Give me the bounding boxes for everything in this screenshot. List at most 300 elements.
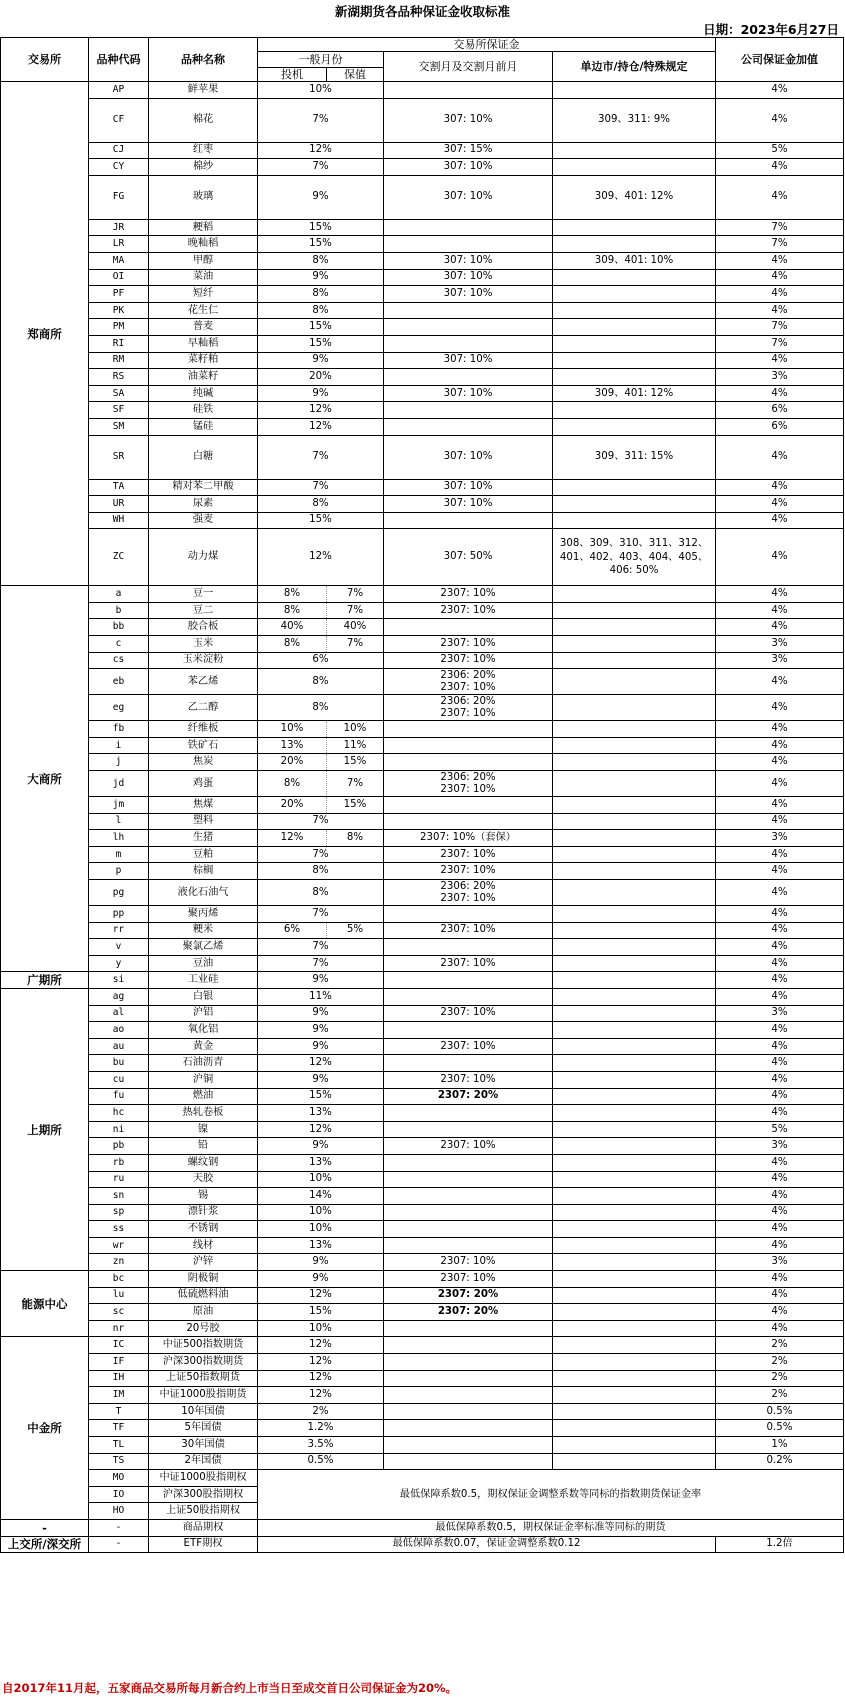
special-rule-cell	[553, 1005, 716, 1022]
table-row	[1, 1320, 844, 1337]
table-row	[1, 1337, 844, 1354]
special-rule-cell	[553, 479, 716, 496]
company-add-cell: 7%	[716, 319, 844, 336]
general-month-cell: 7%	[258, 906, 384, 923]
name-cell: 沪深300指数期货	[149, 1354, 258, 1371]
company-add-cell: 4%	[716, 496, 844, 513]
company-add-cell: 4%	[716, 669, 844, 695]
delivery-month-cell	[384, 754, 553, 771]
code-cell: AP	[89, 82, 149, 99]
special-rule-cell	[553, 219, 716, 236]
code-cell: TL	[89, 1437, 149, 1454]
delivery-month-cell	[384, 669, 553, 695]
special-rule-cell	[553, 496, 716, 513]
speculation-cell: 20%	[258, 797, 327, 814]
special-rule-cell	[553, 1038, 716, 1055]
name-cell: 2年国债	[149, 1453, 258, 1470]
code-cell: LR	[89, 236, 149, 253]
exchange-cell: 广期所	[1, 972, 89, 989]
table-row	[1, 302, 844, 319]
delivery-month-cell: 307: 10%	[384, 496, 553, 513]
special-rule-cell	[553, 402, 716, 419]
special-rule-cell	[553, 335, 716, 352]
exchange-cell: 上交所/深交所	[1, 1536, 89, 1553]
code-cell: RS	[89, 369, 149, 386]
company-add-cell: 4%	[716, 1304, 844, 1321]
code-cell: ni	[89, 1121, 149, 1138]
name-cell: 上证50指数期货	[149, 1370, 258, 1387]
table-row	[1, 939, 844, 956]
special-rule-cell	[553, 1287, 716, 1304]
name-cell: 10年国债	[149, 1403, 258, 1420]
name-cell: 棕榈	[149, 863, 258, 880]
special-rule-cell	[553, 302, 716, 319]
company-add-cell: 4%	[716, 1171, 844, 1188]
delivery-month-cell	[384, 512, 553, 529]
table-body	[1, 82, 844, 1553]
name-cell: 菜籽粕	[149, 352, 258, 369]
header-general-month: 一般月份	[258, 52, 384, 68]
table-row	[1, 1022, 844, 1039]
special-rule-cell	[553, 880, 716, 906]
company-add-cell: 7%	[716, 219, 844, 236]
delivery-month-cell: 2307: 10%	[384, 636, 553, 653]
code-cell: lh	[89, 830, 149, 847]
general-month-cell: 12%	[258, 1055, 384, 1072]
delivery-month-cell	[384, 721, 553, 738]
company-add-cell: 4%	[716, 479, 844, 496]
code-cell: jd	[89, 771, 149, 797]
delivery-month-cell	[384, 1105, 553, 1122]
code-cell: wr	[89, 1237, 149, 1254]
special-rule-cell	[553, 142, 716, 159]
general-month-cell: 12%	[258, 402, 384, 419]
table-row	[1, 652, 844, 669]
company-add-cell: 7%	[716, 236, 844, 253]
special-rule-cell	[553, 1304, 716, 1321]
general-month-cell: 8%	[258, 252, 384, 269]
delivery-month-cell: 2307: 10%	[384, 1138, 553, 1155]
code-cell: j	[89, 754, 149, 771]
table-row	[1, 418, 844, 435]
code-cell: T	[89, 1403, 149, 1420]
company-add-cell: 4%	[716, 955, 844, 972]
special-rule-cell	[553, 286, 716, 303]
table-row	[1, 1105, 844, 1122]
code-cell: al	[89, 1005, 149, 1022]
company-add-cell: 4%	[716, 1071, 844, 1088]
delivery-month-cell	[384, 1370, 553, 1387]
company-add-cell: 1%	[716, 1437, 844, 1454]
general-month-cell: 20%	[258, 369, 384, 386]
code-cell: zn	[89, 1254, 149, 1271]
company-add-cell: 4%	[716, 435, 844, 479]
company-add-cell: 4%	[716, 754, 844, 771]
company-add-cell: 5%	[716, 1121, 844, 1138]
code-cell: cs	[89, 652, 149, 669]
company-add-cell: 2%	[716, 1354, 844, 1371]
name-cell: 天胶	[149, 1171, 258, 1188]
table-row	[1, 529, 844, 586]
delivery-month-cell: 2307: 10%	[384, 1005, 553, 1022]
delivery-month-cell	[384, 369, 553, 386]
name-cell: 精对苯二甲酸	[149, 479, 258, 496]
general-month-cell: 13%	[258, 1105, 384, 1122]
special-rule-cell	[553, 369, 716, 386]
company-add-cell: 4%	[716, 1154, 844, 1171]
name-cell: 油菜籽	[149, 369, 258, 386]
company-add-cell: 4%	[716, 82, 844, 99]
name-cell: 锡	[149, 1188, 258, 1205]
table-row	[1, 922, 844, 939]
delivery-month-cell	[384, 1204, 553, 1221]
delivery-month-cell	[384, 988, 553, 1005]
delivery-month-cell	[384, 1387, 553, 1404]
company-add-cell: 4%	[716, 352, 844, 369]
delivery-month-cell	[384, 619, 553, 636]
name-cell: 菜油	[149, 269, 258, 286]
company-add-cell: 4%	[716, 385, 844, 402]
delivery-month-cell	[384, 1022, 553, 1039]
name-cell: 强麦	[149, 512, 258, 529]
name-cell: 5年国债	[149, 1420, 258, 1437]
table-row	[1, 219, 844, 236]
code-cell: sn	[89, 1188, 149, 1205]
table-row	[1, 1354, 844, 1371]
name-cell: 豆一	[149, 586, 258, 603]
delivery-month-cell: 2307: 10%	[384, 602, 553, 619]
note-cell: 最低保障系数0.07，保证金调整系数0.12	[258, 1536, 716, 1553]
company-add-cell: 4%	[716, 737, 844, 754]
company-add-cell: 4%	[716, 880, 844, 906]
special-rule-cell	[553, 737, 716, 754]
table-row	[1, 1519, 844, 1536]
code-cell: jm	[89, 797, 149, 814]
special-rule-cell	[553, 813, 716, 830]
delivery-month-cell	[384, 1420, 553, 1437]
name-cell: 不锈钢	[149, 1221, 258, 1238]
general-month-cell: 12%	[258, 529, 384, 586]
code-cell: JR	[89, 219, 149, 236]
special-rule-cell	[553, 721, 716, 738]
special-rule-cell: 309、401: 10%	[553, 252, 716, 269]
name-cell: 沪铝	[149, 1005, 258, 1022]
special-rule-cell	[553, 1088, 716, 1105]
table-row	[1, 479, 844, 496]
name-cell: 铅	[149, 1138, 258, 1155]
code-cell: ZC	[89, 529, 149, 586]
company-add-cell: 4%	[716, 286, 844, 303]
name-cell: 动力煤	[149, 529, 258, 586]
general-month-cell: 9%	[258, 1005, 384, 1022]
code-cell: CY	[89, 159, 149, 176]
name-cell: 玉米淀粉	[149, 652, 258, 669]
table-row	[1, 830, 844, 847]
delivery-month-cell	[384, 1453, 553, 1470]
company-add-cell: 4%	[716, 175, 844, 219]
general-month-cell: 12%	[258, 1354, 384, 1371]
delivery-month-cell: 2307: 10%	[384, 1254, 553, 1271]
name-cell: 低硫燃料油	[149, 1287, 258, 1304]
special-rule-cell	[553, 1354, 716, 1371]
name-cell: 粳稻	[149, 219, 258, 236]
special-rule-cell	[553, 1138, 716, 1155]
general-month-cell: 8%	[258, 863, 384, 880]
hedge-cell: 5%	[327, 922, 384, 939]
code-cell: rr	[89, 922, 149, 939]
date-label: 日期：2023年6月27日	[703, 22, 839, 37]
delivery-month-cell: 2307: 10%	[384, 1038, 553, 1055]
delivery-month-cell	[384, 1221, 553, 1238]
name-cell: ETF期权	[149, 1536, 258, 1553]
delivery-month-cell	[384, 1171, 553, 1188]
general-month-cell: 12%	[258, 1370, 384, 1387]
general-month-cell: 15%	[258, 219, 384, 236]
table-row	[1, 82, 844, 99]
code-cell: RI	[89, 335, 149, 352]
code-cell: PF	[89, 286, 149, 303]
name-cell: 铁矿石	[149, 737, 258, 754]
code-cell: ao	[89, 1022, 149, 1039]
name-cell: 工业硅	[149, 972, 258, 989]
delivery-month-cell: 307: 10%	[384, 159, 553, 176]
name-cell: 沪铜	[149, 1071, 258, 1088]
delivery-month-cell	[384, 1188, 553, 1205]
table-row	[1, 1370, 844, 1387]
code-cell: pg	[89, 880, 149, 906]
general-month-cell: 9%	[258, 1071, 384, 1088]
delivery-month-cell	[384, 319, 553, 336]
code-cell: TS	[89, 1453, 149, 1470]
delivery-line: 2306: 20%	[440, 771, 496, 783]
company-add-cell: 4%	[716, 619, 844, 636]
code-cell: pb	[89, 1138, 149, 1155]
general-month-cell: 15%	[258, 512, 384, 529]
name-cell: 中证1000股指期权	[149, 1470, 258, 1487]
speculation-cell: 10%	[258, 721, 327, 738]
name-cell: 燃油	[149, 1088, 258, 1105]
table-row	[1, 1420, 844, 1437]
code-cell: IF	[89, 1354, 149, 1371]
delivery-month-cell	[384, 1437, 553, 1454]
delivery-month-cell: 307: 10%	[384, 252, 553, 269]
code-cell: TF	[89, 1420, 149, 1437]
table-row	[1, 1453, 844, 1470]
delivery-month-cell: 307: 10%	[384, 269, 553, 286]
name-cell: 中证1000股指期货	[149, 1387, 258, 1404]
name-cell: 豆二	[149, 602, 258, 619]
company-add-cell: 2%	[716, 1337, 844, 1354]
company-add-cell: 4%	[716, 1038, 844, 1055]
code-cell: cu	[89, 1071, 149, 1088]
code-cell: SR	[89, 435, 149, 479]
table-row	[1, 352, 844, 369]
table-row	[1, 813, 844, 830]
general-month-cell: 15%	[258, 335, 384, 352]
speculation-cell: 13%	[258, 737, 327, 754]
delivery-month-cell	[384, 906, 553, 923]
general-month-cell: 9%	[258, 385, 384, 402]
company-add-cell: 3%	[716, 1138, 844, 1155]
company-add-cell: 4%	[716, 159, 844, 176]
header-speculation: 投机	[258, 68, 327, 82]
code-cell: a	[89, 586, 149, 603]
table-row	[1, 402, 844, 419]
table-row	[1, 863, 844, 880]
code-cell: OI	[89, 269, 149, 286]
header-company-add: 公司保证金加值	[716, 38, 844, 82]
general-month-cell: 7%	[258, 435, 384, 479]
hedge-cell: 7%	[327, 586, 384, 603]
special-rule-cell	[553, 988, 716, 1005]
special-rule-cell	[553, 922, 716, 939]
table-row	[1, 159, 844, 176]
special-rule-cell	[553, 1370, 716, 1387]
special-rule-cell	[553, 1420, 716, 1437]
header-exchange: 交易所	[1, 38, 89, 82]
general-month-cell: 0.5%	[258, 1453, 384, 1470]
code-cell: IO	[89, 1486, 149, 1503]
table-row	[1, 1536, 844, 1553]
delivery-month-cell: 2307: 10%（套保）	[384, 830, 553, 847]
special-rule-cell	[553, 955, 716, 972]
special-rule-cell: 309、401: 12%	[553, 175, 716, 219]
table-row	[1, 1254, 844, 1271]
general-month-cell: 12%	[258, 418, 384, 435]
delivery-month-cell: 2307: 10%	[384, 586, 553, 603]
company-add-cell: 4%	[716, 939, 844, 956]
code-cell: i	[89, 737, 149, 754]
name-cell: 商品期权	[149, 1519, 258, 1536]
name-cell: 晚籼稻	[149, 236, 258, 253]
delivery-month-cell	[384, 939, 553, 956]
special-rule-cell	[553, 1320, 716, 1337]
general-month-cell: 9%	[258, 175, 384, 219]
company-add-cell: 4%	[716, 529, 844, 586]
delivery-month-cell	[384, 1337, 553, 1354]
general-month-cell: 15%	[258, 236, 384, 253]
name-cell: 焦煤	[149, 797, 258, 814]
delivery-month-cell: 2307: 10%	[384, 1271, 553, 1288]
company-add-cell: 4%	[716, 1055, 844, 1072]
special-rule-cell	[553, 972, 716, 989]
code-cell: ag	[89, 988, 149, 1005]
company-add-cell: 4%	[716, 1221, 844, 1238]
general-month-cell: 15%	[258, 319, 384, 336]
delivery-month-cell: 307: 10%	[384, 175, 553, 219]
delivery-line: 2307: 10%	[440, 892, 496, 904]
delivery-month-cell	[384, 1055, 553, 1072]
company-add-cell: 3%	[716, 652, 844, 669]
special-rule-cell	[553, 1221, 716, 1238]
table-row	[1, 695, 844, 721]
special-rule-cell	[553, 586, 716, 603]
name-cell: 粳米	[149, 922, 258, 939]
table-row	[1, 1237, 844, 1254]
table-row	[1, 319, 844, 336]
header-code: 品种代码	[89, 38, 149, 82]
table-row	[1, 1304, 844, 1321]
code-cell: SF	[89, 402, 149, 419]
company-add-cell: 7%	[716, 335, 844, 352]
delivery-line: 2307: 10%	[440, 681, 496, 693]
special-rule-cell	[553, 602, 716, 619]
special-rule-cell	[553, 82, 716, 99]
delivery-month-cell: 2307: 10%	[384, 955, 553, 972]
special-rule-cell	[553, 1105, 716, 1122]
table-row	[1, 1171, 844, 1188]
table-row	[1, 906, 844, 923]
general-month-cell: 9%	[258, 1038, 384, 1055]
table-row	[1, 435, 844, 479]
general-month-cell: 6%	[258, 652, 384, 669]
delivery-month-cell	[384, 1154, 553, 1171]
special-rule-cell	[553, 846, 716, 863]
code-cell: CJ	[89, 142, 149, 159]
name-cell: 上证50股指期权	[149, 1503, 258, 1520]
speculation-cell: 8%	[258, 586, 327, 603]
code-cell: PM	[89, 319, 149, 336]
special-rule-cell	[553, 1188, 716, 1205]
table-row	[1, 175, 844, 219]
company-add-cell: 4%	[716, 906, 844, 923]
general-month-cell: 7%	[258, 813, 384, 830]
special-rule-cell	[553, 1271, 716, 1288]
name-cell: 氧化铝	[149, 1022, 258, 1039]
name-cell: 沪锌	[149, 1254, 258, 1271]
delivery-month-cell	[384, 335, 553, 352]
table-row	[1, 846, 844, 863]
name-cell: 沪深300股指期权	[149, 1486, 258, 1503]
code-cell: bu	[89, 1055, 149, 1072]
general-month-cell: 12%	[258, 1387, 384, 1404]
company-add-cell: 4%	[716, 252, 844, 269]
table-row	[1, 512, 844, 529]
general-month-cell: 7%	[258, 939, 384, 956]
name-cell: 30年国债	[149, 1437, 258, 1454]
delivery-month-cell: 2307: 10%	[384, 846, 553, 863]
table-row	[1, 1005, 844, 1022]
code-cell: lu	[89, 1287, 149, 1304]
delivery-month-cell	[384, 1354, 553, 1371]
company-add-cell: 0.2%	[716, 1453, 844, 1470]
table-row	[1, 1055, 844, 1072]
delivery-month-cell	[384, 813, 553, 830]
company-add-cell: 5%	[716, 142, 844, 159]
company-add-cell: 1.2倍	[716, 1536, 844, 1553]
general-month-cell: 7%	[258, 159, 384, 176]
special-rule-cell	[553, 1171, 716, 1188]
code-cell: rb	[89, 1154, 149, 1171]
table-row	[1, 586, 844, 603]
general-month-cell: 12%	[258, 142, 384, 159]
code-cell: -	[89, 1519, 149, 1536]
delivery-month-cell	[384, 737, 553, 754]
table-row	[1, 1188, 844, 1205]
company-add-cell: 4%	[716, 1320, 844, 1337]
name-cell: 棉纱	[149, 159, 258, 176]
general-month-cell: 13%	[258, 1237, 384, 1254]
special-rule-cell	[553, 1237, 716, 1254]
hedge-cell: 15%	[327, 754, 384, 771]
company-add-cell: 4%	[716, 512, 844, 529]
delivery-month-cell: 307: 15%	[384, 142, 553, 159]
special-rule-cell	[553, 797, 716, 814]
general-month-cell: 3.5%	[258, 1437, 384, 1454]
code-cell: SA	[89, 385, 149, 402]
code-cell: sc	[89, 1304, 149, 1321]
general-month-cell: 9%	[258, 1254, 384, 1271]
